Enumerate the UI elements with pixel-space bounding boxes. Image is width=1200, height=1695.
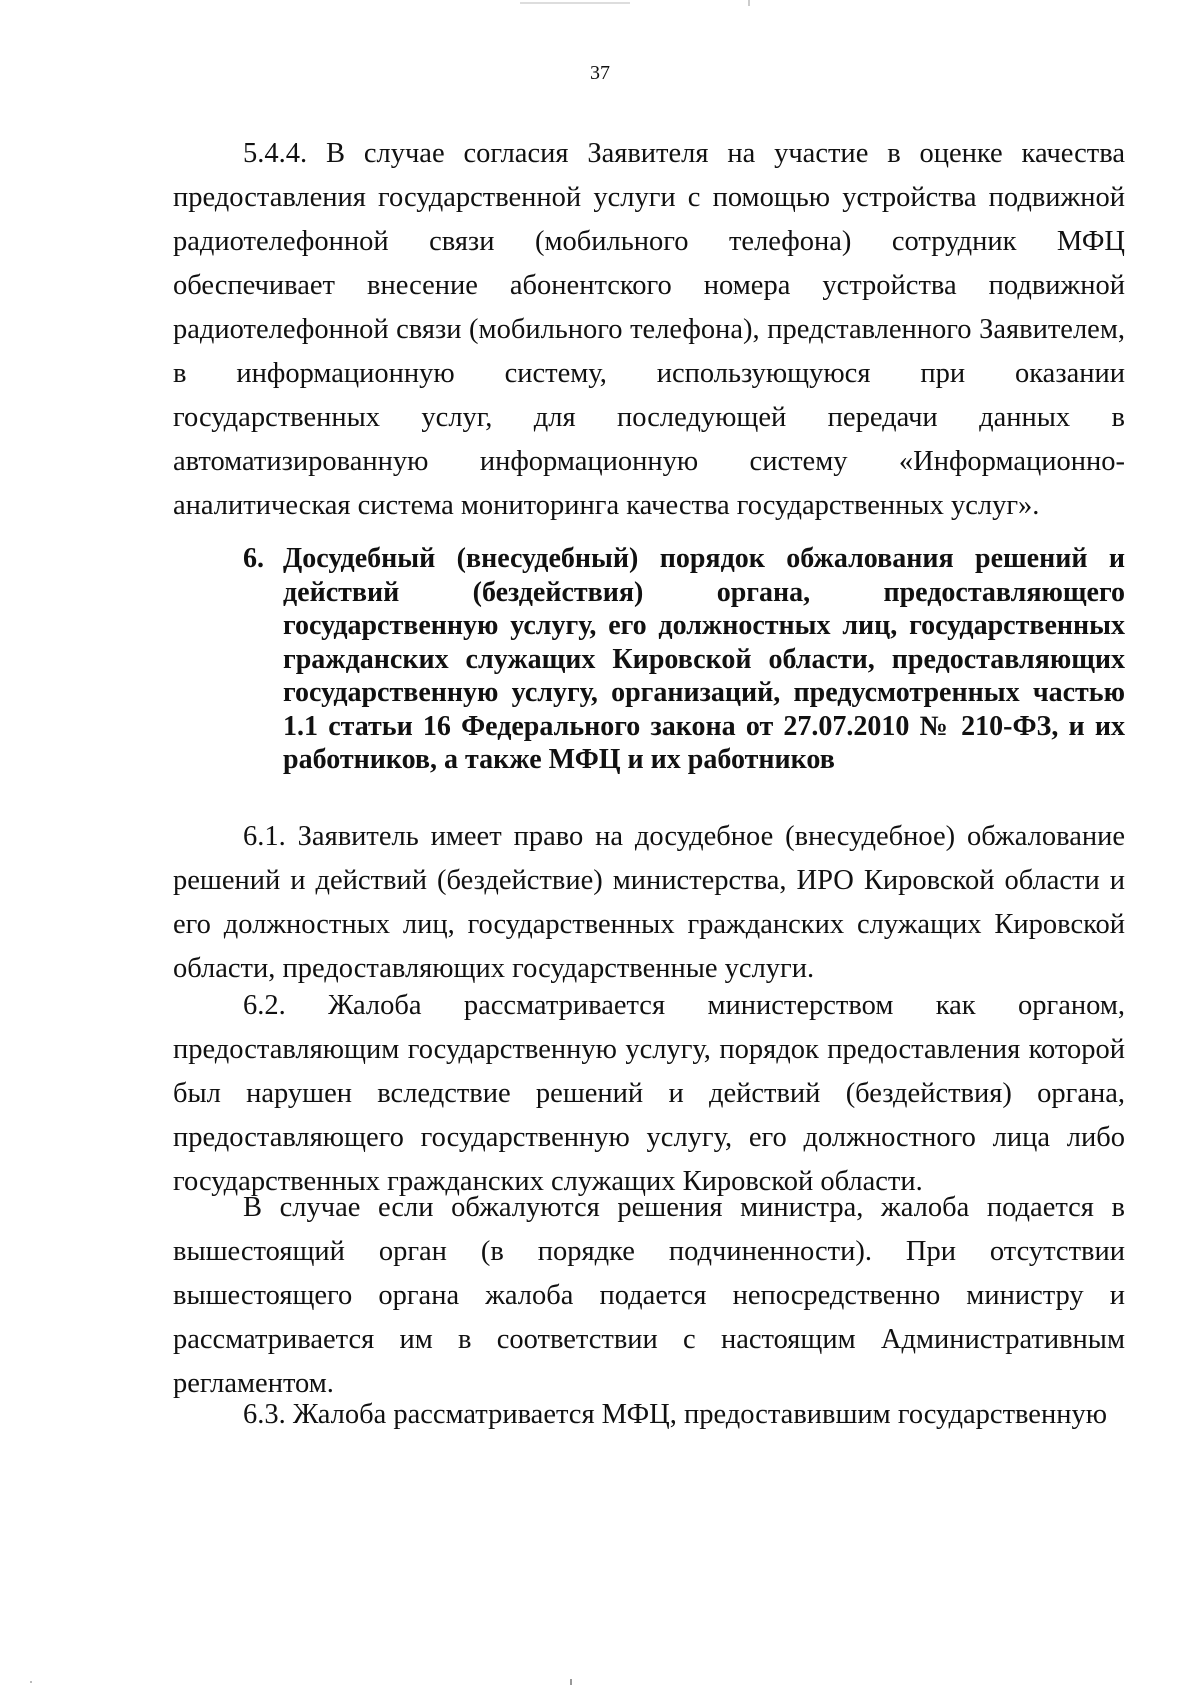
- paragraph-5-4-4: [173, 132, 1125, 528]
- paragraph-6-1: [173, 815, 1125, 991]
- paragraph-text: 6.1. Заявитель имеет право на досудебное (внесудебное) обжалование решений и действий (бездействие) министерства, ИРО Кировской области и его должностных лиц, государственных гражданских служащих Кировской области, предоставляющих государственные услуги.: [173, 821, 1125, 984]
- section-6-heading: [243, 542, 1125, 777]
- paragraph-text: 5.4.4. В случае согласия Заявителя на участие в оценке качества предоставления государственной услуги с помощью устройства подвижной радиотелефонной связи (мобильного телефона) сотрудник МФЦ обеспечивает внесение абонентского номера устройства подвижной радиотелефонной связи (мобильного телефона), представленного Заявителем, в информационную систему, использующуюся при оказании государственных услуг, для последующей передачи данных в автоматизированную информационную систему «Информационно-аналитическая система мониторинга качества государственных услуг».: [173, 138, 1125, 521]
- section-title: Досудебный (внесудебный) порядок обжалования решений и действий (бездействия) органа, предоставляющего государственную услугу, его должностных лиц, государственных гражданских служащих Кировской области, предоставляющих государственную услугу, организаций, предусмотренных частью 1.1 статьи 16 Федерального закона от 27.07.2010 № 210-ФЗ, и их работников, а также МФЦ и их работников: [283, 543, 1125, 775]
- section-number: 6.: [243, 543, 264, 574]
- paragraph-text: 6.3. Жалоба рассматривается МФЦ, предоставившим государственную: [243, 1399, 1108, 1430]
- page-number: 37: [590, 62, 610, 84]
- paragraph-text: В случае если обжалуются решения министра, жалоба подается в вышестоящий орган (в порядке подчиненности). При отсутствии вышестоящего органа жалоба подается непосредственно министру и рассматривается им в соответствии с настоящим Административным регламентом.: [173, 1192, 1125, 1399]
- scan-artifacts-top: [0, 0, 1200, 6]
- paragraph-text: 6.2. Жалоба рассматривается министерством как органом, предоставляющим государственную услугу, порядок предоставления которой был нарушен вследствие решений и действий (бездействия) органа, предоставляющего государственную услугу, его должностного лица либо государственных гражданских служащих Кировской области.: [173, 990, 1125, 1197]
- scan-artifacts-bottom: [0, 1679, 1200, 1685]
- paragraph-6-2-continuation: [173, 1186, 1125, 1406]
- paragraph-6-3: [173, 1393, 1125, 1437]
- paragraph-6-2: [173, 984, 1125, 1204]
